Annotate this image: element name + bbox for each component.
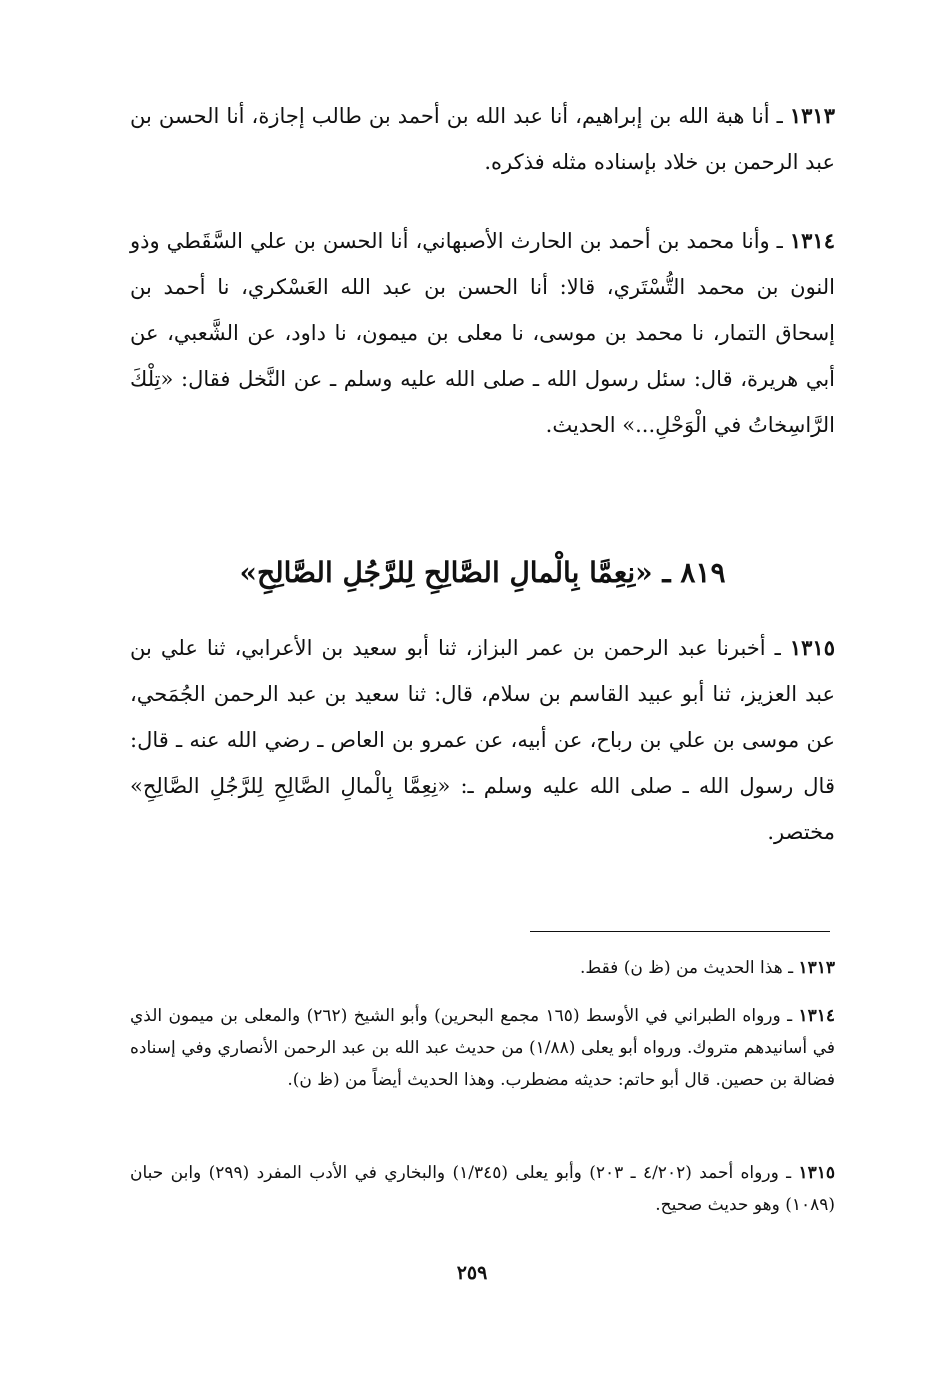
- footnote-text: ـ هذا الحديث من (ظ ن) فقط.: [580, 958, 794, 978]
- chapter-title: ـ «نِعِمَّا بِالْمالِ الصَّالِحِ لِلرَّجُلِ الصَّالِحِ»: [239, 556, 671, 589]
- chapter-number: ٨١٩: [680, 556, 726, 589]
- chapter-heading: [130, 545, 835, 601]
- hadith-1315: [130, 625, 835, 855]
- footnote-1314: [130, 1000, 835, 1096]
- hadith-number: ١٣١٤: [789, 228, 835, 253]
- footnote-1313: [130, 952, 835, 984]
- hadith-text: ـ أنا هبة الله بن إبراهيم، أنا عبد الله بن أحمد بن طالب إجازة، أنا الحسن بن عبد الرحمن بن خلاد بإسناده مثله فذكره.: [130, 104, 835, 174]
- hadith-text: ـ أخبرنا عبد الرحمن بن عمر البزاز، ثنا أبو سعيد بن الأعرابي، ثنا علي بن عبد العزيز، ثنا أبو عبيد القاسم بن سلام، قال: ثنا سعيد بن عبد الرحمن الجُمَحي، عن موسى بن علي بن رباح، عن أبيه، عن عمرو بن العاص ـ رضي الله عنه ـ قال: قال رسول الله ـ صلى الله عليه وسلم ـ: «نِعِمَّا بِالْمالِ الصَّالِحِ لِلرَّجُلِ الصَّالِحِ» مختصر.: [130, 636, 835, 844]
- footnote-text: ـ ورواه أحمد (٤/٢٠٢ ـ ٢٠٣) وأبو يعلى (١/٣٤٥) والبخاري في الأدب المفرد (٢٩٩) وابن حبان (١٠٨٩) وهو حديث صحيح.: [130, 1163, 835, 1215]
- hadith-text: ـ وأنا محمد بن أحمد بن الحارث الأصبهاني، أنا الحسن بن علي السَّقَطي وذو النون بن محمد التُّسْتَري، قالا: أنا الحسن بن عبد الله العَسْكري، نا أحمد بن إسحاق التمار، نا محمد بن موسى، نا معلى بن ميمون، نا داود، عن الشَّعبي، عن أبي هريرة، قال: سئل رسول الله ـ صلى الله عليه وسلم ـ عن النَّخل فقال: «تِلْكَ الرَّاسِخاتُ في الْوَحْلِ...» الحديث.: [130, 229, 835, 437]
- footnote-1315: [130, 1157, 835, 1221]
- footnote-number: ١٣١٤: [798, 1006, 836, 1026]
- footnote-divider: [530, 931, 830, 932]
- footnote-number: ١٣١٣: [798, 958, 835, 978]
- hadith-1314: [130, 218, 835, 448]
- hadith-number: ١٣١٣: [789, 103, 835, 128]
- hadith-1313: [130, 93, 835, 185]
- footnote-text: ـ ورواه الطبراني في الأوسط (١٦٥ مجمع البحرين) وأبو الشيخ (٢٦٢) والمعلى بن ميمون الذي في أسانيدهم متروك. ورواه أبو يعلى (١/٨٨) من حديث عبد الله بن عبد الرحمن الأنصاري وفي إسناده فضالة بن حصين. قال أبو حاتم: حديثه مضطرب. وهذا الحديث أيضاً من (ظ ن).: [130, 1006, 835, 1090]
- page-number: ٢٥٩: [456, 1262, 488, 1284]
- footnote-number: ١٣١٥: [798, 1163, 835, 1183]
- hadith-number: ١٣١٥: [789, 635, 835, 660]
